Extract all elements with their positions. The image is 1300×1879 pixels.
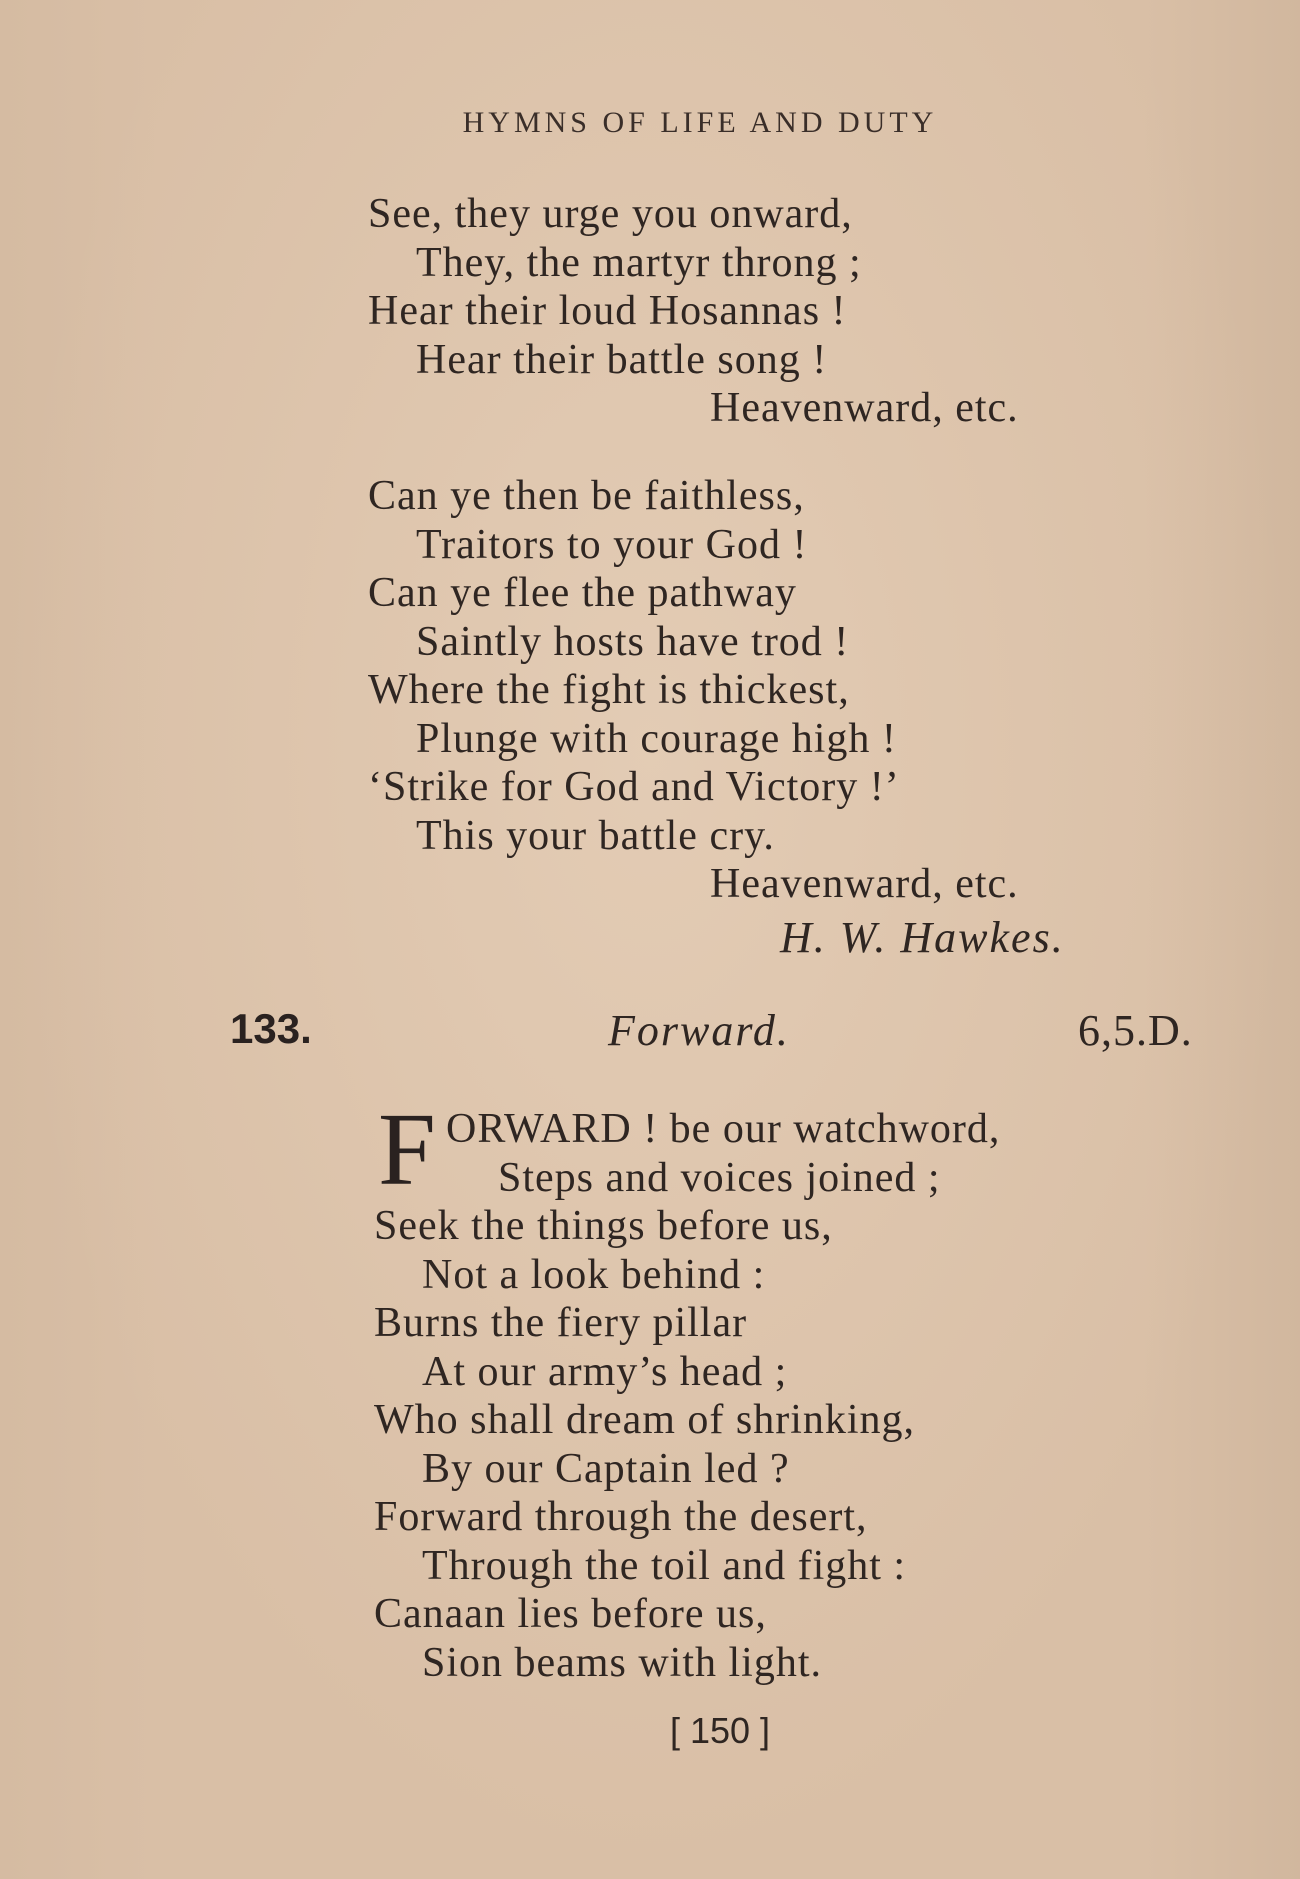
- verse-line: Where the fight is thickest,: [368, 667, 850, 713]
- verse-line: Not a look behind :: [422, 1251, 766, 1298]
- hymn-title: Forward.: [608, 1006, 790, 1055]
- stanza-1: [368, 190, 1019, 433]
- verse-line: By our Captain led ?: [422, 1445, 790, 1492]
- verse-line: Traitors to your God !: [416, 521, 808, 568]
- verse-line: Seek the things before us,: [374, 1203, 833, 1249]
- verse-line: Through the toil and fight :: [422, 1542, 907, 1589]
- verse-line: Sion beams with light.: [422, 1639, 822, 1686]
- hymn-number: 133.: [230, 1005, 312, 1052]
- verse-line: Who shall dream of shrinking,: [374, 1397, 916, 1443]
- verse-line: Hear their loud Hosannas !: [368, 288, 847, 334]
- verse-line: Plunge with courage high !: [416, 715, 897, 762]
- verse-line: Can ye flee the pathway: [368, 570, 797, 616]
- stanza-2: [368, 472, 1019, 909]
- verse-line: Burns the fiery pillar: [374, 1300, 748, 1346]
- verse-line: See, they urge you onward,: [368, 191, 853, 237]
- hymn-meter: 6,5.D.: [1078, 1006, 1193, 1055]
- verse-line: Forward through the desert,: [374, 1494, 868, 1540]
- page-number: [ 150 ]: [669, 1710, 771, 1751]
- verse-line: ‘Strike for God and Victory !’: [368, 764, 900, 810]
- refrain-line: Heavenward, etc.: [710, 385, 1019, 431]
- verse-line: This your battle cry.: [416, 812, 775, 859]
- verse-line: At our army’s head ;: [422, 1348, 788, 1395]
- verse-line: Can ye then be faithless,: [368, 473, 805, 519]
- verse-line: Steps and voices joined ;: [498, 1154, 941, 1201]
- author-attribution: H. W. Hawkes.: [780, 913, 1065, 962]
- verse-line: They, the martyr throng ;: [416, 239, 862, 286]
- drop-cap-initial: F: [378, 1092, 436, 1207]
- verse-line: ORWARD ! be our watchword,: [446, 1106, 1001, 1152]
- verse-line: Hear their battle song !: [416, 336, 828, 383]
- running-head: HYMNS OF LIFE AND DUTY: [462, 106, 938, 139]
- verse-line: Canaan lies before us,: [374, 1591, 767, 1637]
- stanza-3: [374, 1105, 1000, 1687]
- refrain-line: Heavenward, etc.: [710, 861, 1019, 907]
- verse-line: Saintly hosts have trod !: [416, 618, 850, 665]
